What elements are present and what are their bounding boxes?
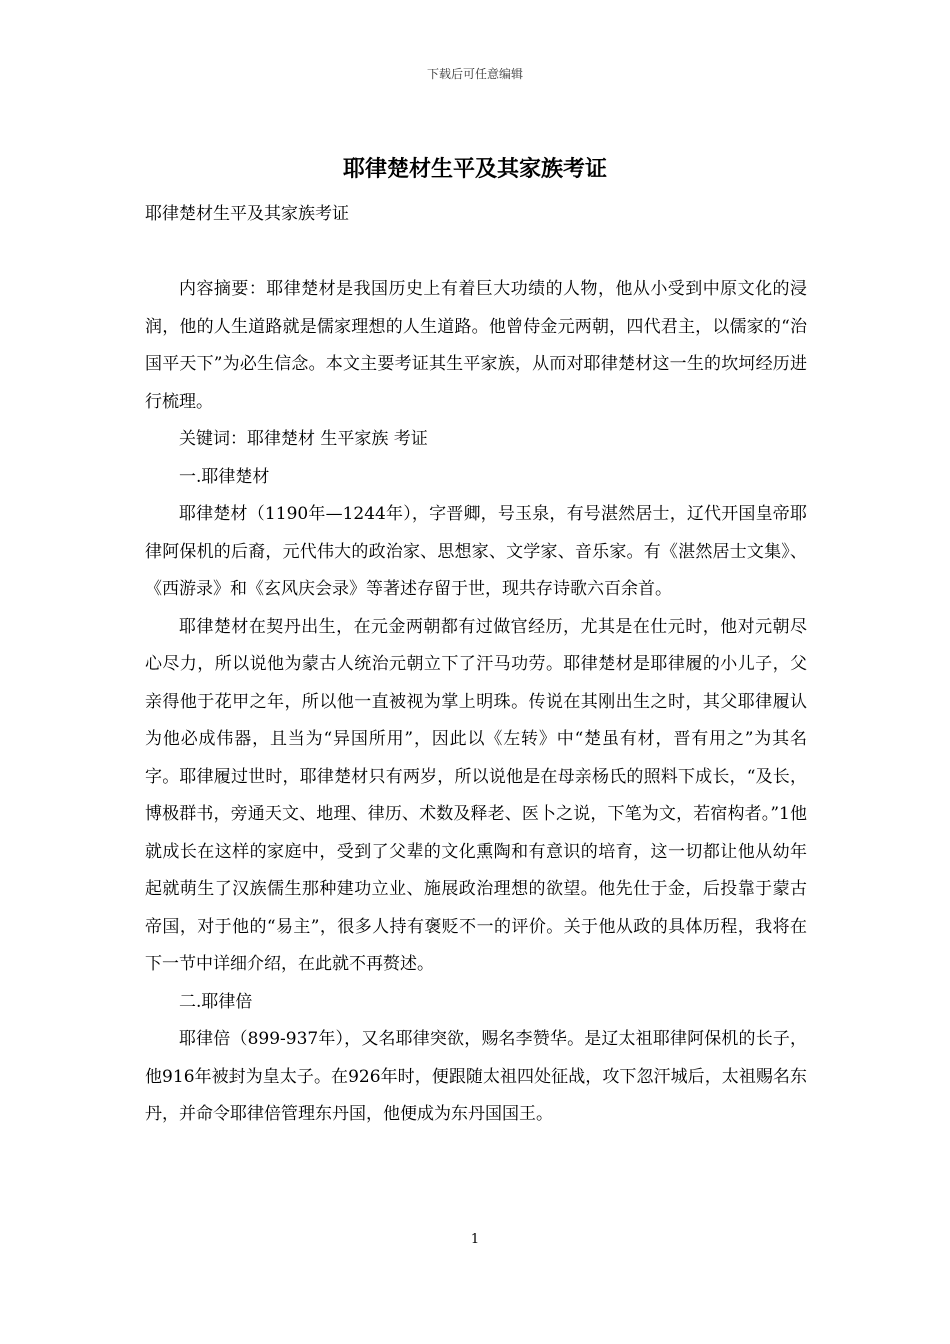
document-body	[145, 271, 807, 1134]
page-header-note: 下载后可任意编辑	[426, 67, 523, 81]
body-paragraph: 耶律楚材在契丹出生，在元金两朝都有过做官经历，尤其是在仕元时，他对元朝尽心尽力，所以说他为蒙古人统治元朝立下了汗马功劳。耶律楚材是耶律履的小儿子，父亲得他于花甲之年，所以他一直被视为掌上明珠。传说在其刚出生之时，其父耶律履认为他必成伟器，且当为“异国所用”，因此以《左转》中“楚虽有材，晋有用之”为其名字。耶律履过世时，耶律楚材只有两岁，所以说他是在母亲杨氏的照料下成长，“及长，博极群书，旁通天文、地理、律历、术数及释老、医卜之说，下笔为文，若宿构者。”1他就成长在这样的家庭中，受到了父辈的文化熏陶和有意识的培育，这一切都让他从幼年起就萌生了汉族儒生那种建功立业、施展政治理想的欲望。他先仕于金，后投靠于蒙古帝国，对于他的“易主”，很多人持有褒贬不一的评价。关于他从政的具体历程，我将在下一节中详细介绍，在此就不再赘述。	[145, 616, 807, 974]
section-heading-2: 二.耶律倍	[179, 991, 253, 1012]
page-number: 1	[470, 1232, 480, 1247]
keywords-paragraph: 关键词：耶律楚材 生平家族 考证	[179, 429, 428, 449]
abstract-paragraph: 内容摘要：耶律楚材是我国历史上有着巨大功绩的人物，他从小受到中原文化的浸润，他的人生道路就是儒家理想的人生道路。他曾侍金元两朝，四代君主，以儒家的“治国平天下”为必生信念。本文主要考证其生平家族，从而对耶律楚材这一生的坎坷经历进行梳理。	[145, 279, 807, 412]
section-heading-1: 一.耶律楚材	[179, 466, 270, 487]
document-title: 耶律楚材生平及其家族考证	[342, 157, 607, 182]
document-subtitle: 耶律楚材生平及其家族考证	[145, 204, 349, 224]
body-paragraph: 耶律倍（899-937年），又名耶律突欲，赐名李赞华。是辽太祖耶律阿保机的长子，他916年被封为皇太子。在926年时，便跟随太祖四处征战，攻下忽汗城后，太祖赐名东丹，并命令耶律倍管理东丹国，他便成为东丹国国王。	[145, 1029, 807, 1124]
body-paragraph: 耶律楚材（1190年—1244年），字晋卿，号玉泉，有号湛然居士，辽代开国皇帝耶律阿保机的后裔，元代伟大的政治家、思想家、文学家、音乐家。有《湛然居士文集》、《西游录》和《玄风庆会录》等著述存留于世，现共存诗歌六百余首。	[145, 504, 807, 599]
